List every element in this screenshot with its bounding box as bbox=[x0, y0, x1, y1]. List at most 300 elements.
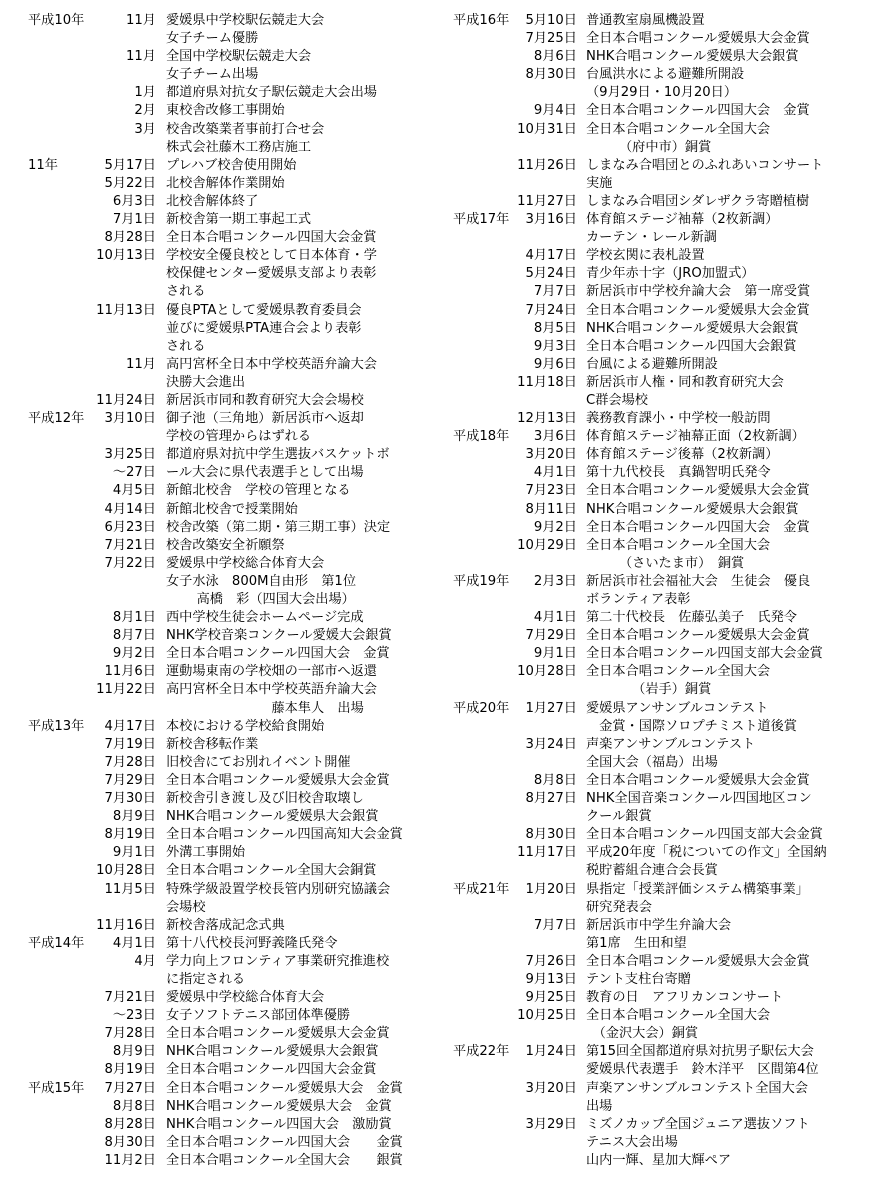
timeline-row bbox=[453, 1043, 878, 1061]
timeline-row bbox=[28, 844, 448, 862]
timeline-text: 普通教室扇風機設置 bbox=[586, 13, 705, 28]
timeline-date: 3月16日 bbox=[525, 212, 577, 228]
timeline-text: 西中学校生徒会ホームページ完成 bbox=[166, 610, 364, 626]
timeline-date: 11月5日 bbox=[104, 881, 156, 897]
timeline-row bbox=[453, 102, 878, 120]
timeline-date: 8月19日 bbox=[104, 1062, 156, 1078]
timeline-text: 愛媛県中学校総合体育大会 bbox=[166, 990, 325, 1006]
timeline-text: 校保健センター愛媛県支部より表彰 bbox=[166, 266, 377, 282]
timeline-text: 声楽アンサンブルコンテスト bbox=[586, 736, 756, 752]
timeline-row bbox=[28, 826, 448, 844]
timeline-text: ミズノカップ全国ジュニア選抜ソフト bbox=[586, 1116, 810, 1132]
timeline-text: 新校舎落成記念式典 bbox=[166, 917, 285, 933]
timeline-date: 11月2日 bbox=[104, 1152, 156, 1168]
timeline-date: 6月23日 bbox=[104, 519, 156, 535]
timeline-date: 8月6日 bbox=[533, 49, 577, 65]
timeline-text: 藤本隼人 出場 bbox=[166, 700, 364, 716]
timeline-date: 8月5日 bbox=[533, 320, 577, 336]
timeline-text: 全日本合唱コンクール愛媛県大会金賞 bbox=[166, 1026, 390, 1042]
timeline-text: 全日本合唱コンクール全国大会 bbox=[586, 537, 771, 553]
timeline-row bbox=[28, 229, 448, 247]
timeline-date: 8月30日 bbox=[525, 67, 577, 83]
timeline-text: 株式会社藤木工務店施工 bbox=[166, 139, 312, 155]
timeline-text: 校舎改築安全祈願祭 bbox=[166, 537, 285, 553]
timeline-date: 7月22日 bbox=[104, 555, 156, 571]
timeline-row bbox=[28, 681, 448, 699]
timeline-text: 全日本合唱コンクール四国高知大会金賞 bbox=[166, 827, 403, 843]
timeline-text: 全日本合唱コンクール全国大会 bbox=[586, 664, 771, 680]
timeline-era: 平成17年 bbox=[453, 212, 510, 228]
timeline-row bbox=[453, 808, 878, 826]
timeline-row bbox=[453, 591, 878, 609]
timeline-date: 11月6日 bbox=[104, 664, 156, 680]
timeline-row bbox=[453, 338, 878, 356]
timeline-row bbox=[28, 718, 448, 736]
timeline-row bbox=[28, 1152, 448, 1170]
timeline-date: 7月25日 bbox=[525, 31, 577, 47]
timeline-text: 声楽アンサンブルコンテスト全国大会 bbox=[586, 1080, 808, 1096]
timeline-row bbox=[28, 537, 448, 555]
timeline-row bbox=[28, 808, 448, 826]
timeline-text: 北校舎解体作業開始 bbox=[166, 175, 285, 191]
timeline-date: 8月11日 bbox=[525, 501, 577, 517]
timeline-row bbox=[453, 772, 878, 790]
timeline-row bbox=[453, 645, 878, 663]
timeline-text: クール銀賞 bbox=[586, 809, 652, 825]
timeline-text: 愛媛県アンサンブルコンテスト bbox=[586, 700, 769, 716]
timeline-text: 研究発表会 bbox=[586, 899, 652, 915]
timeline-text: 体育館ステージ袖幕（2枚新調） bbox=[586, 212, 779, 228]
timeline-date: 3月6日 bbox=[533, 429, 577, 445]
timeline-date: 4月17日 bbox=[525, 248, 577, 264]
timeline-date: 8月30日 bbox=[525, 827, 577, 843]
timeline-text: （9月29日・10月20日） bbox=[586, 85, 738, 101]
timeline-row bbox=[28, 247, 448, 265]
timeline-text: NHK全国音楽コンクール四国地区コン bbox=[586, 791, 812, 807]
timeline-date: 10月29日 bbox=[517, 537, 577, 553]
timeline-text: NHK合唱コンクール愛媛県大会 金賞 bbox=[166, 1098, 392, 1114]
timeline-text: 学校玄関に表札設置 bbox=[586, 248, 705, 264]
timeline-date: 8月27日 bbox=[525, 791, 577, 807]
timeline-text: しまなみ合唱団とのふれあいコンサート bbox=[586, 157, 824, 173]
timeline-row bbox=[28, 736, 448, 754]
timeline-row bbox=[28, 953, 448, 971]
timeline-text: 全日本合唱コンクール全国大会 銀賞 bbox=[166, 1152, 403, 1168]
timeline-text: テニス大会出場 bbox=[586, 1134, 678, 1150]
timeline-text: 新館北校舎で授業開始 bbox=[166, 501, 298, 517]
timeline-row bbox=[28, 627, 448, 645]
timeline-date: 9月13日 bbox=[525, 971, 577, 987]
timeline-row bbox=[453, 121, 878, 139]
timeline-row bbox=[453, 790, 878, 808]
timeline-date: 9月25日 bbox=[525, 990, 577, 1006]
timeline-era: 平成22年 bbox=[453, 1044, 510, 1060]
timeline-text: 全日本合唱コンクール愛媛県大会金賞 bbox=[586, 628, 810, 644]
timeline-date: 1月24日 bbox=[525, 1044, 577, 1060]
timeline-text: 金賞・国際ソロプチミスト道後賞 bbox=[586, 718, 797, 734]
timeline-date: 7月21日 bbox=[104, 990, 156, 1006]
timeline-era: 平成16年 bbox=[453, 13, 510, 28]
timeline-date: 7月7日 bbox=[533, 917, 577, 933]
timeline-row bbox=[453, 482, 878, 500]
timeline-row bbox=[28, 121, 448, 139]
left-column bbox=[28, 12, 448, 1170]
timeline-row bbox=[28, 302, 448, 320]
timeline-date: 8月19日 bbox=[104, 827, 156, 843]
timeline-date: 9月2日 bbox=[112, 646, 156, 662]
timeline-row bbox=[453, 989, 878, 1007]
timeline-text: 全日本合唱コンクール全国大会 bbox=[586, 1008, 771, 1024]
right-column bbox=[453, 12, 878, 1170]
timeline-row bbox=[28, 157, 448, 175]
timeline-text: 外溝工事開始 bbox=[166, 845, 246, 861]
timeline-text: テント支柱台寄贈 bbox=[586, 971, 691, 987]
timeline-date: 7月24日 bbox=[525, 302, 577, 318]
timeline-text: 学校の管理からはずれる bbox=[166, 429, 312, 445]
timeline-date: 8月1日 bbox=[112, 610, 156, 626]
timeline-date: 7月27日 bbox=[104, 1080, 156, 1096]
timeline-date: 11月 bbox=[126, 13, 156, 28]
timeline-text: 義務教育課小・中学校一般訪問 bbox=[586, 411, 771, 427]
timeline-text: 本校における学校給食開始 bbox=[166, 718, 325, 734]
timeline-text: 全日本合唱コンクール四国大会 金賞 bbox=[586, 519, 810, 535]
timeline-text: 全日本合唱コンクール四国大会 金賞 bbox=[586, 103, 810, 119]
timeline-date: 11月26日 bbox=[517, 157, 577, 173]
timeline-row bbox=[453, 175, 878, 193]
timeline-text: 全日本合唱コンクール四国支部大会金賞 bbox=[586, 646, 823, 662]
timeline-text: 平成20年度「税についての作文」全国納 bbox=[586, 845, 827, 861]
timeline-row bbox=[28, 519, 448, 537]
timeline-row bbox=[453, 428, 878, 446]
timeline-text: 新館北校舎 学校の管理となる bbox=[166, 483, 351, 499]
timeline-era: 平成13年 bbox=[28, 718, 85, 734]
timeline-text: ボランティア表彰 bbox=[586, 592, 691, 607]
timeline-date: 8月9日 bbox=[112, 809, 156, 825]
timeline-era: 平成19年 bbox=[453, 573, 510, 589]
timeline-text: 体育館ステージ後幕（2枚新調） bbox=[586, 447, 779, 463]
timeline-date: 9月2日 bbox=[533, 519, 577, 535]
timeline-date: 5月10日 bbox=[525, 13, 577, 28]
timeline-date: 2月3日 bbox=[533, 573, 577, 589]
timeline-text: 高円宮杯全日本中学校英語弁論大会 bbox=[166, 682, 377, 698]
timeline-date: 11月24日 bbox=[96, 392, 156, 408]
timeline-text: 第十九代校長 真鍋智明氏発令 bbox=[586, 465, 771, 481]
timeline-era: 平成10年 bbox=[28, 13, 85, 28]
timeline-text: 優良PTAとして愛媛県教育委員会 bbox=[166, 302, 362, 318]
timeline-text: 特殊学級設置学校長管内別研究協議会 bbox=[166, 881, 391, 897]
timeline-row bbox=[28, 392, 448, 410]
timeline-text: C群会場校 bbox=[586, 392, 648, 408]
timeline-text: される bbox=[166, 338, 206, 354]
timeline-row bbox=[28, 211, 448, 229]
timeline-date: 3月10日 bbox=[104, 411, 156, 427]
timeline-date: 5月24日 bbox=[525, 266, 577, 282]
timeline-text: NHK合唱コンクール愛媛県大会銀賞 bbox=[586, 49, 799, 65]
timeline-date: 4月17日 bbox=[104, 718, 156, 734]
timeline-row bbox=[453, 935, 878, 953]
timeline-row bbox=[453, 1025, 878, 1043]
timeline-row bbox=[28, 446, 448, 464]
timeline-row bbox=[28, 663, 448, 681]
timeline-row bbox=[28, 862, 448, 880]
timeline-text: （さいたま市） 銅賞 bbox=[586, 555, 745, 571]
timeline-row bbox=[28, 501, 448, 519]
timeline-row bbox=[453, 501, 878, 519]
timeline-row bbox=[453, 844, 878, 862]
timeline-date: 4月5日 bbox=[112, 483, 156, 499]
timeline-row bbox=[28, 881, 448, 899]
timeline-text: 教育の日 アフリカンコンサート bbox=[586, 990, 784, 1006]
timeline-date: 11月13日 bbox=[96, 302, 156, 318]
timeline-date: 7月1日 bbox=[112, 212, 156, 228]
timeline-date: 4月1日 bbox=[533, 465, 577, 481]
timeline-row bbox=[28, 464, 448, 482]
timeline-text: 全日本合唱コンクール愛媛県大会金賞 bbox=[586, 953, 810, 969]
timeline-date: 4月14日 bbox=[104, 501, 156, 517]
timeline-row bbox=[28, 989, 448, 1007]
timeline-text: 新居浜市人権・同和教育研究大会 bbox=[586, 374, 784, 390]
timeline-text: （岩手）銅賞 bbox=[586, 682, 712, 698]
timeline-text: 新校舎移転作業 bbox=[166, 736, 259, 752]
timeline-text: される bbox=[166, 284, 206, 300]
timeline-date: 9月1日 bbox=[112, 845, 156, 861]
timeline-date: 7月26日 bbox=[525, 953, 577, 969]
timeline-text: カーテン・レール新調 bbox=[586, 230, 717, 246]
timeline-row bbox=[28, 1098, 448, 1116]
timeline-row bbox=[28, 1116, 448, 1134]
timeline-text: NHK学校音楽コンクール愛媛大会銀賞 bbox=[166, 628, 392, 644]
timeline-text: 第二十代校長 佐藤弘美子 氏発令 bbox=[586, 610, 797, 626]
timeline-text: 御子池（三角地）新居浜市へ返却 bbox=[166, 411, 364, 427]
timeline-text: 東校舎改修工事開始 bbox=[166, 103, 285, 119]
timeline-row bbox=[453, 1134, 878, 1152]
timeline-row bbox=[28, 591, 448, 609]
timeline-era: 11年 bbox=[28, 157, 58, 173]
timeline-text: 出場 bbox=[586, 1098, 613, 1114]
timeline-row bbox=[28, 66, 448, 84]
timeline-date: 11月22日 bbox=[96, 682, 156, 698]
timeline-row bbox=[453, 971, 878, 989]
timeline-date: 3月24日 bbox=[525, 736, 577, 752]
timeline-text: 学校安全優良校として日本体育・学 bbox=[166, 248, 377, 264]
timeline-row bbox=[453, 320, 878, 338]
timeline-row bbox=[28, 12, 448, 30]
timeline-row bbox=[453, 718, 878, 736]
timeline-row bbox=[453, 193, 878, 211]
timeline-date: 7月29日 bbox=[104, 772, 156, 788]
timeline-text: 旧校舎にてお別れイベント開催 bbox=[166, 754, 351, 770]
timeline-date: 3月25日 bbox=[104, 447, 156, 463]
timeline-text: 山内一輝、星加大輝ペア bbox=[586, 1152, 732, 1168]
timeline-row bbox=[453, 48, 878, 66]
timeline-text: 女子チーム出場 bbox=[166, 67, 259, 83]
timeline-text: 全日本合唱コンクール四国大会金賞 bbox=[166, 1062, 377, 1078]
timeline-text: 新居浜市同和教育研究大会会場校 bbox=[166, 392, 364, 408]
timeline-era: 平成12年 bbox=[28, 411, 85, 427]
timeline-text: 第1席 生田和望 bbox=[586, 935, 687, 951]
timeline-text: 全日本合唱コンクール四国大会 金賞 bbox=[166, 646, 390, 662]
timeline-date: 10月28日 bbox=[96, 863, 156, 879]
timeline-era: 平成21年 bbox=[453, 881, 510, 897]
timeline-row bbox=[453, 899, 878, 917]
timeline-date: 9月6日 bbox=[533, 356, 577, 372]
timeline-text: 都道府県対抗女子駅伝競走大会出場 bbox=[166, 85, 377, 101]
timeline-row bbox=[453, 736, 878, 754]
timeline-row bbox=[453, 229, 878, 247]
timeline-row bbox=[453, 1061, 878, 1079]
timeline-date: 1月20日 bbox=[525, 881, 577, 897]
timeline-row bbox=[453, 573, 878, 591]
timeline-text: 校舎改築（第二期・第三期工事）決定 bbox=[166, 519, 391, 535]
timeline-row bbox=[453, 446, 878, 464]
timeline-row bbox=[28, 1061, 448, 1079]
timeline-date: 9月4日 bbox=[533, 103, 577, 119]
timeline-date: 9月1日 bbox=[533, 646, 577, 662]
timeline-row bbox=[453, 66, 878, 84]
timeline-text: NHK合唱コンクール愛媛県大会銀賞 bbox=[166, 1044, 379, 1060]
timeline-row bbox=[28, 30, 448, 48]
timeline-text: 決勝大会進出 bbox=[166, 374, 246, 390]
timeline-row bbox=[453, 881, 878, 899]
timeline-row bbox=[453, 1152, 878, 1170]
timeline-text: 全日本合唱コンクール愛媛県大会 金賞 bbox=[166, 1080, 403, 1096]
timeline-text: 青少年赤十字（JRO加盟式） bbox=[586, 266, 755, 282]
timeline-row bbox=[453, 609, 878, 627]
timeline-text: 全日本合唱コンクール愛媛県大会金賞 bbox=[586, 483, 810, 499]
timeline-row bbox=[28, 283, 448, 301]
timeline-row bbox=[28, 265, 448, 283]
timeline-text: 全国中学校駅伝競走大会 bbox=[166, 49, 312, 65]
timeline-date: 11月 bbox=[126, 356, 156, 372]
timeline-row bbox=[28, 320, 448, 338]
timeline-text: 新校舎引き渡し及び旧校舎取壊し bbox=[166, 791, 364, 807]
timeline-row bbox=[28, 84, 448, 102]
timeline-date: 6月3日 bbox=[112, 193, 156, 209]
timeline-date: 10月25日 bbox=[517, 1008, 577, 1024]
timeline-text: 愛媛県中学校駅伝競走大会 bbox=[166, 13, 325, 28]
timeline-date: 8月28日 bbox=[104, 1116, 156, 1132]
timeline-text: 並びに愛媛県PTA連合会より表彰 bbox=[166, 320, 362, 336]
timeline-date: 5月17日 bbox=[104, 157, 156, 173]
timeline-text: 女子チーム優勝 bbox=[166, 31, 259, 47]
timeline-date: 7月21日 bbox=[104, 537, 156, 553]
timeline-row bbox=[453, 555, 878, 573]
timeline-text: しまなみ合唱団シダレザクラ寄贈植樹 bbox=[586, 193, 810, 209]
timeline-text: 愛媛県中学校総合体育大会 bbox=[166, 555, 325, 571]
timeline-era: 平成18年 bbox=[453, 429, 510, 445]
timeline-row bbox=[28, 1134, 448, 1152]
timeline-text: 校舎改築業者事前打合せ会 bbox=[166, 121, 325, 137]
timeline-text: ール大会に県代表選手として出場 bbox=[166, 465, 364, 481]
timeline-row bbox=[28, 1025, 448, 1043]
timeline-row bbox=[453, 211, 878, 229]
timeline-text: 全日本合唱コンクール愛媛県大会金賞 bbox=[586, 302, 810, 318]
timeline-text: 全日本合唱コンクール全国大会 bbox=[586, 121, 771, 137]
timeline-text: 新居浜市社会福祉大会 生徒会 優良 bbox=[586, 573, 811, 589]
timeline-era: 平成20年 bbox=[453, 700, 510, 716]
timeline-era: 平成14年 bbox=[28, 935, 85, 951]
timeline-row bbox=[453, 862, 878, 880]
timeline-date: 8月8日 bbox=[533, 772, 577, 788]
timeline-text: 県指定「授業評価システム構築事業」 bbox=[586, 881, 809, 897]
timeline-row bbox=[28, 374, 448, 392]
timeline-date: 9月3日 bbox=[533, 338, 577, 354]
timeline-row bbox=[28, 1007, 448, 1025]
timeline-row bbox=[453, 754, 878, 772]
timeline-row bbox=[28, 573, 448, 591]
timeline-text: 台風洪水による避難所開設 bbox=[586, 67, 745, 83]
timeline-date: 12月13日 bbox=[517, 411, 577, 427]
timeline-date: 10月31日 bbox=[517, 121, 577, 137]
timeline-row bbox=[453, 1098, 878, 1116]
timeline-row bbox=[28, 917, 448, 935]
timeline-row bbox=[453, 356, 878, 374]
timeline-date: 10月28日 bbox=[517, 664, 577, 680]
timeline-row bbox=[28, 971, 448, 989]
timeline-row bbox=[28, 139, 448, 157]
timeline-text: 第十八代校長河野義隆氏発令 bbox=[166, 935, 338, 951]
timeline-row bbox=[453, 681, 878, 699]
timeline-era: 平成15年 bbox=[28, 1080, 85, 1096]
timeline-row bbox=[28, 175, 448, 193]
timeline-row bbox=[453, 283, 878, 301]
timeline-date: 11月27日 bbox=[517, 193, 577, 209]
timeline-text: に指定される bbox=[166, 971, 246, 987]
timeline-date: 5月22日 bbox=[104, 175, 156, 191]
timeline-row bbox=[453, 302, 878, 320]
timeline-row bbox=[28, 772, 448, 790]
timeline-date: 3月29日 bbox=[525, 1116, 577, 1132]
timeline-date: 8月7日 bbox=[112, 628, 156, 644]
timeline-date: 7月28日 bbox=[104, 754, 156, 770]
timeline-row bbox=[453, 265, 878, 283]
timeline-text: 第15回全国都道府県対抗男子駅伝大会 bbox=[586, 1044, 814, 1060]
timeline-text: 会場校 bbox=[166, 899, 206, 915]
timeline-text: NHK合唱コンクール愛媛県大会銀賞 bbox=[586, 501, 799, 517]
timeline-text: 体育館ステージ袖幕正面（2枚新調） bbox=[586, 429, 805, 445]
timeline-date: 8月9日 bbox=[112, 1044, 156, 1060]
timeline-text: 全国大会（福島）出場 bbox=[586, 754, 718, 770]
timeline-row bbox=[28, 356, 448, 374]
timeline-row bbox=[28, 193, 448, 211]
timeline-date: 3月20日 bbox=[525, 447, 577, 463]
timeline-text: NHK合唱コンクール愛媛県大会銀賞 bbox=[166, 809, 379, 825]
timeline-row bbox=[28, 482, 448, 500]
timeline-date: 3月 bbox=[134, 121, 156, 137]
timeline-date: 7月28日 bbox=[104, 1026, 156, 1042]
timeline-date: 7月29日 bbox=[525, 628, 577, 644]
timeline-date: 7月30日 bbox=[104, 791, 156, 807]
timeline-text: 女子ソフトテニス部団体準優勝 bbox=[166, 1008, 351, 1024]
timeline-row bbox=[453, 519, 878, 537]
timeline-row bbox=[28, 48, 448, 66]
timeline-date: ～23日 bbox=[112, 1008, 156, 1024]
timeline-date: 8月8日 bbox=[112, 1098, 156, 1114]
timeline-row bbox=[28, 700, 448, 718]
timeline-text: 全日本合唱コンクール四国支部大会金賞 bbox=[586, 827, 823, 843]
timeline-text: 新居浜市中学生弁論大会 bbox=[586, 917, 732, 933]
timeline-text: 学力向上フロンティア事業研究推進校 bbox=[166, 953, 390, 969]
timeline-text: 女子水泳 800M自由形 第1位 bbox=[166, 573, 357, 589]
timeline-text: NHK合唱コンクール四国大会 激励賞 bbox=[166, 1116, 392, 1132]
timeline-date: 7月23日 bbox=[525, 483, 577, 499]
timeline-text: 税貯蓄組合連合会長賞 bbox=[586, 863, 718, 879]
timeline-text: NHK合唱コンクール愛媛県大会銀賞 bbox=[586, 320, 799, 336]
timeline-text: 全日本合唱コンクール愛媛県大会金賞 bbox=[586, 772, 810, 788]
timeline-date: 8月28日 bbox=[104, 230, 156, 246]
timeline-row bbox=[453, 157, 878, 175]
timeline-row bbox=[453, 537, 878, 555]
